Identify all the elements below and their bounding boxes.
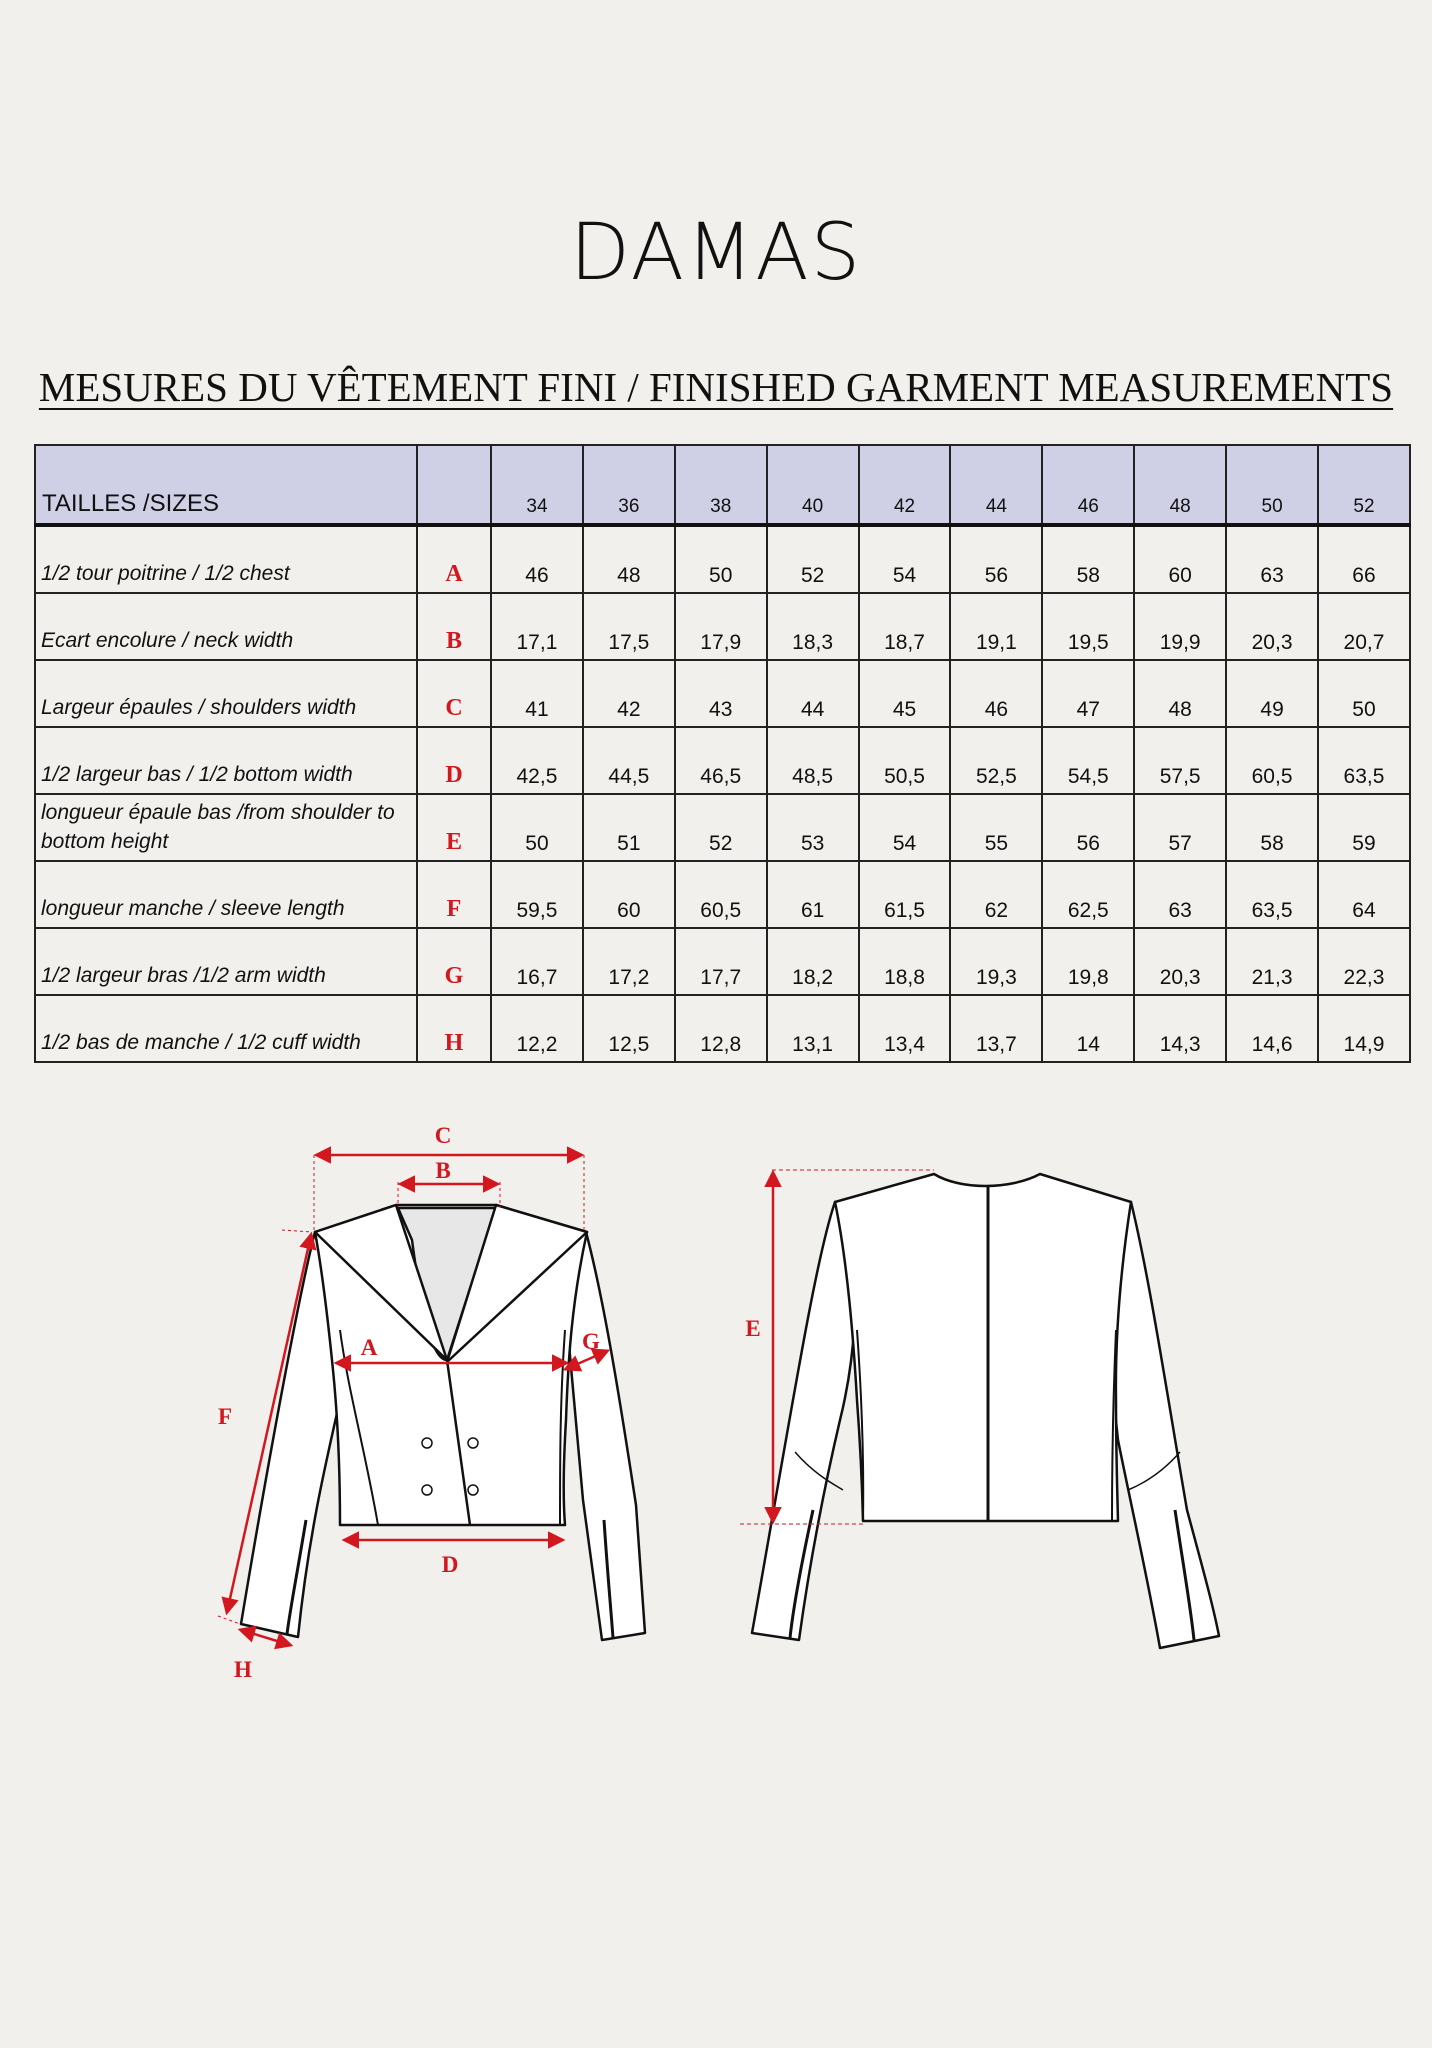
measurement-value: 50	[675, 525, 767, 593]
measurement-code: E	[417, 794, 491, 861]
size-header: 36	[583, 445, 675, 525]
measurement-value: 49	[1226, 660, 1318, 727]
measurement-value: 46	[491, 525, 583, 593]
size-header: 42	[859, 445, 951, 525]
measurement-value: 62,5	[1042, 861, 1134, 928]
measurement-value: 43	[675, 660, 767, 727]
measurement-value: 58	[1042, 525, 1134, 593]
measurement-value: 14,3	[1134, 995, 1226, 1062]
measurement-value: 55	[950, 794, 1042, 861]
measurement-label: 1/2 tour poitrine / 1/2 chest	[35, 525, 417, 593]
measurement-value: 17,2	[583, 928, 675, 995]
measurement-value: 14	[1042, 995, 1134, 1062]
button	[468, 1485, 478, 1495]
size-header: 52	[1318, 445, 1410, 525]
measurement-value: 47	[1042, 660, 1134, 727]
size-header: 48	[1134, 445, 1226, 525]
measurement-value: 20,3	[1134, 928, 1226, 995]
brand-title: DAMAS	[569, 208, 863, 298]
measurement-label: Largeur épaules / shoulders width	[35, 660, 417, 727]
marker-d: D	[441, 1552, 459, 1577]
measurement-value: 20,3	[1226, 593, 1318, 660]
marker-a: A	[360, 1335, 378, 1360]
measurement-value: 53	[767, 794, 859, 861]
measurement-value: 18,8	[859, 928, 951, 995]
back-body	[835, 1174, 1131, 1521]
measurement-value: 19,5	[1042, 593, 1134, 660]
measurement-value: 17,7	[675, 928, 767, 995]
measurement-value: 54	[859, 794, 951, 861]
measurement-value: 51	[583, 794, 675, 861]
measurement-value: 14,9	[1318, 995, 1410, 1062]
measurement-value: 12,8	[675, 995, 767, 1062]
measurement-value: 63	[1226, 525, 1318, 593]
size-header: 46	[1042, 445, 1134, 525]
measurement-value: 46	[950, 660, 1042, 727]
sizes-header-label: TAILLES /SIZES	[35, 445, 417, 525]
measurement-value: 61,5	[859, 861, 951, 928]
measurement-value: 22,3	[1318, 928, 1410, 995]
measurement-value: 41	[491, 660, 583, 727]
measurement-value: 59	[1318, 794, 1410, 861]
measurement-value: 61	[767, 861, 859, 928]
measurement-value: 13,1	[767, 995, 859, 1062]
measurement-value: 50	[1318, 660, 1410, 727]
measurement-code: H	[417, 995, 491, 1062]
measurement-value: 52,5	[950, 727, 1042, 794]
measurement-value: 56	[950, 525, 1042, 593]
measurement-label: longueur manche / sleeve length	[35, 861, 417, 928]
measurement-label: 1/2 bas de manche / 1/2 cuff width	[35, 995, 417, 1062]
measurement-value: 50,5	[859, 727, 951, 794]
measurement-code: A	[417, 525, 491, 593]
measurement-value: 19,9	[1134, 593, 1226, 660]
measurement-value: 62	[950, 861, 1042, 928]
measurement-value: 44	[767, 660, 859, 727]
measurement-value: 17,1	[491, 593, 583, 660]
measurement-value: 63,5	[1318, 727, 1410, 794]
measurement-value: 48	[583, 525, 675, 593]
measurement-value: 17,5	[583, 593, 675, 660]
measurement-value: 52	[767, 525, 859, 593]
measurement-value: 60	[583, 861, 675, 928]
button	[422, 1438, 432, 1448]
measurement-label: longueur épaule bas /from shoulder to bottom height	[35, 794, 417, 861]
measurement-value: 56	[1042, 794, 1134, 861]
back-jacket	[752, 1174, 1219, 1648]
measurement-value: 45	[859, 660, 951, 727]
measurement-value: 64	[1318, 861, 1410, 928]
measurement-value: 46,5	[675, 727, 767, 794]
measurement-label: Ecart encolure / neck width	[35, 593, 417, 660]
size-header: 44	[950, 445, 1042, 525]
measurement-value: 66	[1318, 525, 1410, 593]
measurement-value: 13,4	[859, 995, 951, 1062]
measurement-value: 57	[1134, 794, 1226, 861]
measurement-value: 12,5	[583, 995, 675, 1062]
measurement-value: 57,5	[1134, 727, 1226, 794]
measurement-code: G	[417, 928, 491, 995]
measurement-value: 59,5	[491, 861, 583, 928]
button	[422, 1485, 432, 1495]
button	[468, 1438, 478, 1448]
back-right-sleeve	[1110, 1202, 1219, 1648]
measurement-value: 60	[1134, 525, 1226, 593]
measurement-value: 12,2	[491, 995, 583, 1062]
measurement-code: F	[417, 861, 491, 928]
size-header: 40	[767, 445, 859, 525]
measurement-value: 14,6	[1226, 995, 1318, 1062]
measurement-code: B	[417, 593, 491, 660]
measurement-label: 1/2 largeur bas / 1/2 bottom width	[35, 727, 417, 794]
measurement-value: 17,9	[675, 593, 767, 660]
measurement-value: 19,1	[950, 593, 1042, 660]
measurement-value: 54,5	[1042, 727, 1134, 794]
measurement-value: 54	[859, 525, 951, 593]
measurement-value: 42	[583, 660, 675, 727]
measurement-value: 63,5	[1226, 861, 1318, 928]
measurement-value: 42,5	[491, 727, 583, 794]
size-header: 38	[675, 445, 767, 525]
measurement-value: 52	[675, 794, 767, 861]
measurement-value: 60,5	[675, 861, 767, 928]
back-left-sleeve	[752, 1202, 856, 1640]
marker-c: C	[434, 1123, 452, 1148]
measurement-value: 21,3	[1226, 928, 1318, 995]
measurement-value: 20,7	[1318, 593, 1410, 660]
measurement-value: 13,7	[950, 995, 1042, 1062]
measurement-value: 63	[1134, 861, 1226, 928]
measurement-code: C	[417, 660, 491, 727]
marker-h: H	[234, 1657, 252, 1682]
measurement-label: 1/2 largeur bras /1/2 arm width	[35, 928, 417, 995]
measurement-value: 44,5	[583, 727, 675, 794]
marker-g: G	[582, 1329, 600, 1354]
measurement-value: 48	[1134, 660, 1226, 727]
measurement-value: 16,7	[491, 928, 583, 995]
measurement-value: 19,3	[950, 928, 1042, 995]
marker-e: E	[745, 1316, 761, 1341]
page-heading: MESURES DU VÊTEMENT FINI / FINISHED GARMENT MEASUREMENTS	[38, 364, 1394, 410]
size-header: 50	[1226, 445, 1318, 525]
measurement-value: 60,5	[1226, 727, 1318, 794]
measurement-value: 18,7	[859, 593, 951, 660]
measurement-value: 58	[1226, 794, 1318, 861]
measurement-value: 19,8	[1042, 928, 1134, 995]
size-header: 34	[491, 445, 583, 525]
measurement-code: D	[417, 727, 491, 794]
measurement-value: 18,3	[767, 593, 859, 660]
marker-f: F	[217, 1404, 233, 1429]
measurement-value: 50	[491, 794, 583, 861]
measurement-value: 48,5	[767, 727, 859, 794]
marker-b: B	[435, 1158, 451, 1183]
measurement-value: 18,2	[767, 928, 859, 995]
